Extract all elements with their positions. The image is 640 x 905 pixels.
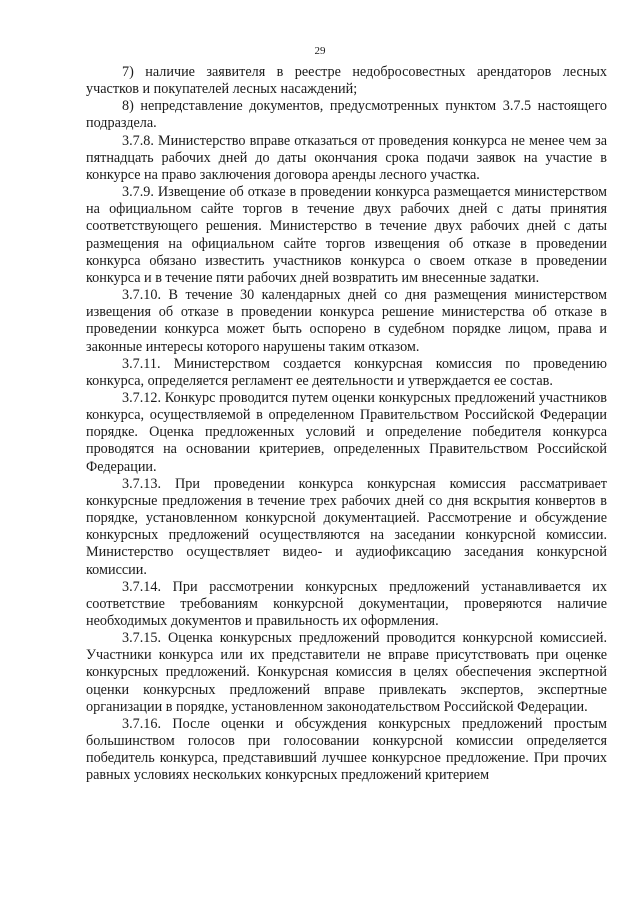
paragraph-3-7-15: 3.7.15. Оценка конкурсных предложений проводится конкурсной комиссией. Участники конкурса или их представители не вправе присутствовать при оценке конкурсных предложений. Конкурсная комиссия в целях обеспечения экспертной оценки конкурсных предложений вправе привлекать экспертов, экспертные организации в порядке, установленном законодательством Российской Федерации.	[86, 630, 607, 715]
paragraph-item-8: 8) непредставление документов, предусмотренных пунктом 3.7.5 настоящего подраздела.	[86, 98, 607, 132]
paragraph-3-7-8: 3.7.8. Министерство вправе отказаться от проведения конкурса не менее чем за пятнадцать рабочих дней до даты окончания срока подачи заявок на участие в конкурсе на право заключения договора аренды лесного участка.	[86, 132, 607, 183]
paragraph-3-7-14: 3.7.14. При рассмотрении конкурсных предложений устанавливается их соответствие требованиям конкурсной документации, проверяются наличие необходимых документов и правильность их оформления.	[86, 578, 607, 629]
document-body	[86, 64, 607, 785]
page-number: 29	[314, 45, 326, 57]
paragraph-item-7: 7) наличие заявителя в реестре недобросовестных арендаторов лесных участков и покупателей лесных насаждений;	[86, 64, 607, 98]
paragraph-3-7-9: 3.7.9. Извещение об отказе в проведении конкурса размещается министерством на официальном сайте торгов в течение двух рабочих дней с даты принятия соответствующего решения. Министерство в течение двух рабочих дней с даты размещения на официальном сайте торгов извещения об отказе в проведении конкурса обязано известить участников конкурса о своем отказе в проведении конкурса и в течение пяти рабочих дней возвратить им внесенные задатки.	[86, 184, 607, 286]
paragraph-3-7-12: 3.7.12. Конкурс проводится путем оценки конкурсных предложений участников конкурса, осуществляемой в определенном Правительством Российской Федерации порядке. Оценка предложенных условий и определение победителя конкурса проводятся на основании критериев, определенных Правительством Российской Федерации.	[86, 389, 607, 475]
paragraph-3-7-10: 3.7.10. В течение 30 календарных дней со дня размещения министерством извещения об отказе в проведении конкурса решение министерства об отказе в проведении конкурса может быть оспорено в судебном порядке лицом, права и законные интересы которого нарушены таким отказом.	[86, 287, 607, 355]
paragraph-3-7-11: 3.7.11. Министерством создается конкурсная комиссия по проведению конкурса, определяется регламент ее деятельности и утверждается ее состав.	[86, 355, 607, 389]
paragraph-3-7-16: 3.7.16. После оценки и обсуждения конкурсных предложений простым большинством голосов при голосовании конкурсной комиссии определяется победитель конкурса, представивший лучшее конкурсное предложение. При прочих равных условиях нескольких конкурсных предложений критерием	[86, 715, 607, 784]
paragraph-3-7-13: 3.7.13. При проведении конкурса конкурсная комиссия рассматривает конкурсные предложения в течение трех рабочих дней со дня вскрытия конвертов в порядке, установленном конкурсной документацией. Рассмотрение и обсуждение конкурсных предложений осуществляются на заседании конкурсной комиссии. Министерство осуществляет видео- и аудиофиксацию заседания конкурсной комиссии.	[86, 475, 607, 578]
